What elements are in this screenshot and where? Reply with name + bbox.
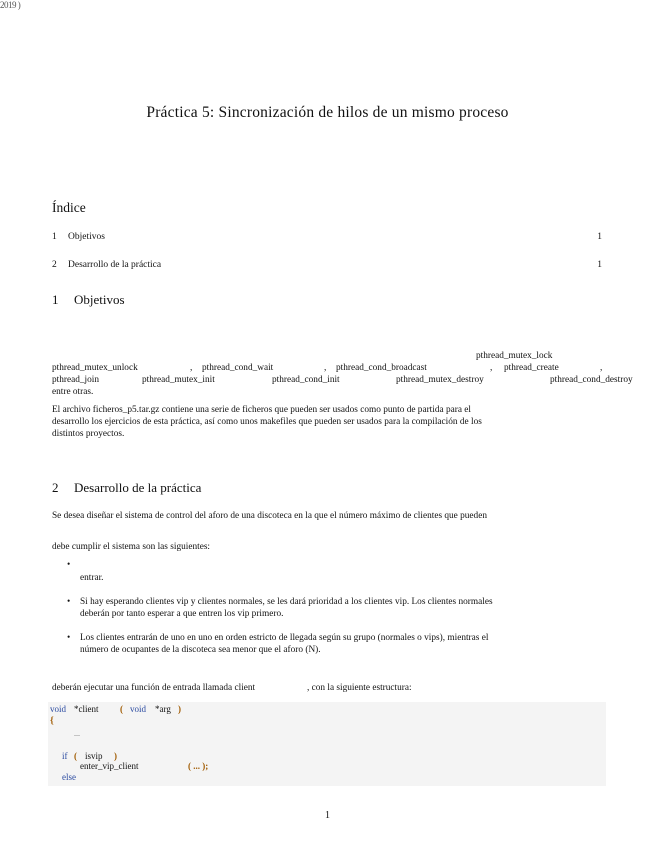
function-name: pthread_cond_wait [202, 363, 274, 373]
section-title: Desarrollo de la práctica [74, 480, 202, 495]
code-keyword: else [62, 772, 76, 782]
bullet-text: deberán por tanto esperar a que entren los vip primero. [80, 609, 284, 619]
code-keyword: void [50, 704, 67, 714]
code-paren: ( [120, 704, 123, 714]
code-identifier: enter_vip_client [80, 761, 139, 771]
toc-entry-label: Objetivos [68, 232, 105, 242]
code-paren: ( [74, 751, 77, 761]
entry-text-b: , con la siguiente estructura: [307, 683, 412, 693]
toc-entry[interactable] [52, 232, 602, 242]
function-name: pthread_cond_broadcast [336, 363, 427, 373]
body-text: debe cumplir el sistema son las siguientes: [52, 542, 211, 552]
toc-entry[interactable] [52, 260, 602, 270]
section-number: 2 [52, 480, 59, 495]
comma: , [324, 363, 327, 373]
function-name: pthread_mutex_destroy [396, 375, 484, 385]
section-title: Objetivos [74, 292, 125, 307]
comma: , [490, 363, 493, 373]
corner-fragment: 2019 ) [0, 0, 21, 10]
bullet-text: Si hay esperando clientes vip y clientes normales, se les dará prioridad a los clientes vip. Los clientes normales [80, 597, 493, 607]
code-paren: ) [114, 751, 117, 761]
bullet-text: número de ocupantes de la discoteca sea menor que el aforo (N). [80, 645, 321, 655]
body-text: Se desea diseñar el sistema de control del aforo de una discoteca en la que el número máximo de clientes que pueden [52, 511, 487, 521]
code-brace: { [50, 716, 54, 726]
body-text: entre otras. [52, 387, 94, 397]
function-list-line [52, 374, 633, 386]
code-line [50, 703, 181, 715]
page-number: 1 [325, 810, 330, 821]
code-identifier: *client [74, 704, 99, 714]
toc-entry-number: 2 [52, 260, 57, 270]
code-args: ( ... ); [188, 761, 209, 771]
code-line [62, 750, 117, 762]
code-keyword: void [130, 704, 147, 714]
document-title: Práctica 5: Sincronización de hilos de un mismo proceso [146, 104, 509, 121]
body-text: El archivo ficheros_p5.tar.gz contiene una serie de ficheros que pueden ser usados como punto de partida para el [52, 405, 471, 415]
code-ellipsis: ... [74, 729, 80, 738]
section-heading-desarrollo [52, 480, 201, 496]
section-heading-objetivos [52, 292, 125, 308]
code-line [80, 760, 209, 772]
function-name: pthread_cond_init [272, 375, 340, 385]
body-text: distintos proyectos. [52, 429, 125, 439]
body-text [52, 682, 412, 694]
bullet-marker: • [67, 597, 71, 607]
function-name: pthread_mutex_init [142, 375, 215, 385]
toc-entry-page: 1 [597, 260, 602, 270]
function-name: pthread_join [52, 375, 99, 385]
function-list-line [52, 362, 603, 374]
entry-text-a: deberán ejecutar una función de entrada llamada client [52, 683, 256, 693]
bullet-marker: • [67, 633, 71, 643]
bullet-marker: • [67, 560, 71, 570]
toc-entry-label: Desarrollo de la práctica [68, 260, 162, 270]
code-identifier: *arg [155, 704, 171, 714]
bullet-text: entrar. [80, 573, 104, 583]
section-number: 1 [52, 292, 59, 307]
body-text: desarrollo los ejercicios de esta práctica, así como unos makefiles que pueden ser usados para la compilación de los [52, 417, 482, 427]
toc-entry-number: 1 [52, 232, 57, 242]
function-name: pthread_mutex_lock [476, 351, 553, 361]
function-name: pthread_mutex_unlock [52, 363, 138, 373]
code-keyword: if [62, 751, 68, 761]
index-heading: Índice [52, 200, 86, 215]
bullet-text: Los clientes entrarán de uno en uno en orden estricto de llegada según su grupo (normales o vips), mientras el [80, 633, 489, 643]
function-name: pthread_cond_destroy [550, 375, 633, 385]
code-identifier: isvip [85, 751, 103, 761]
function-name: pthread_create [504, 363, 559, 373]
comma: , [190, 363, 193, 373]
comma: , [600, 363, 603, 373]
code-paren: ) [178, 704, 181, 714]
toc-entry-page: 1 [597, 232, 602, 242]
